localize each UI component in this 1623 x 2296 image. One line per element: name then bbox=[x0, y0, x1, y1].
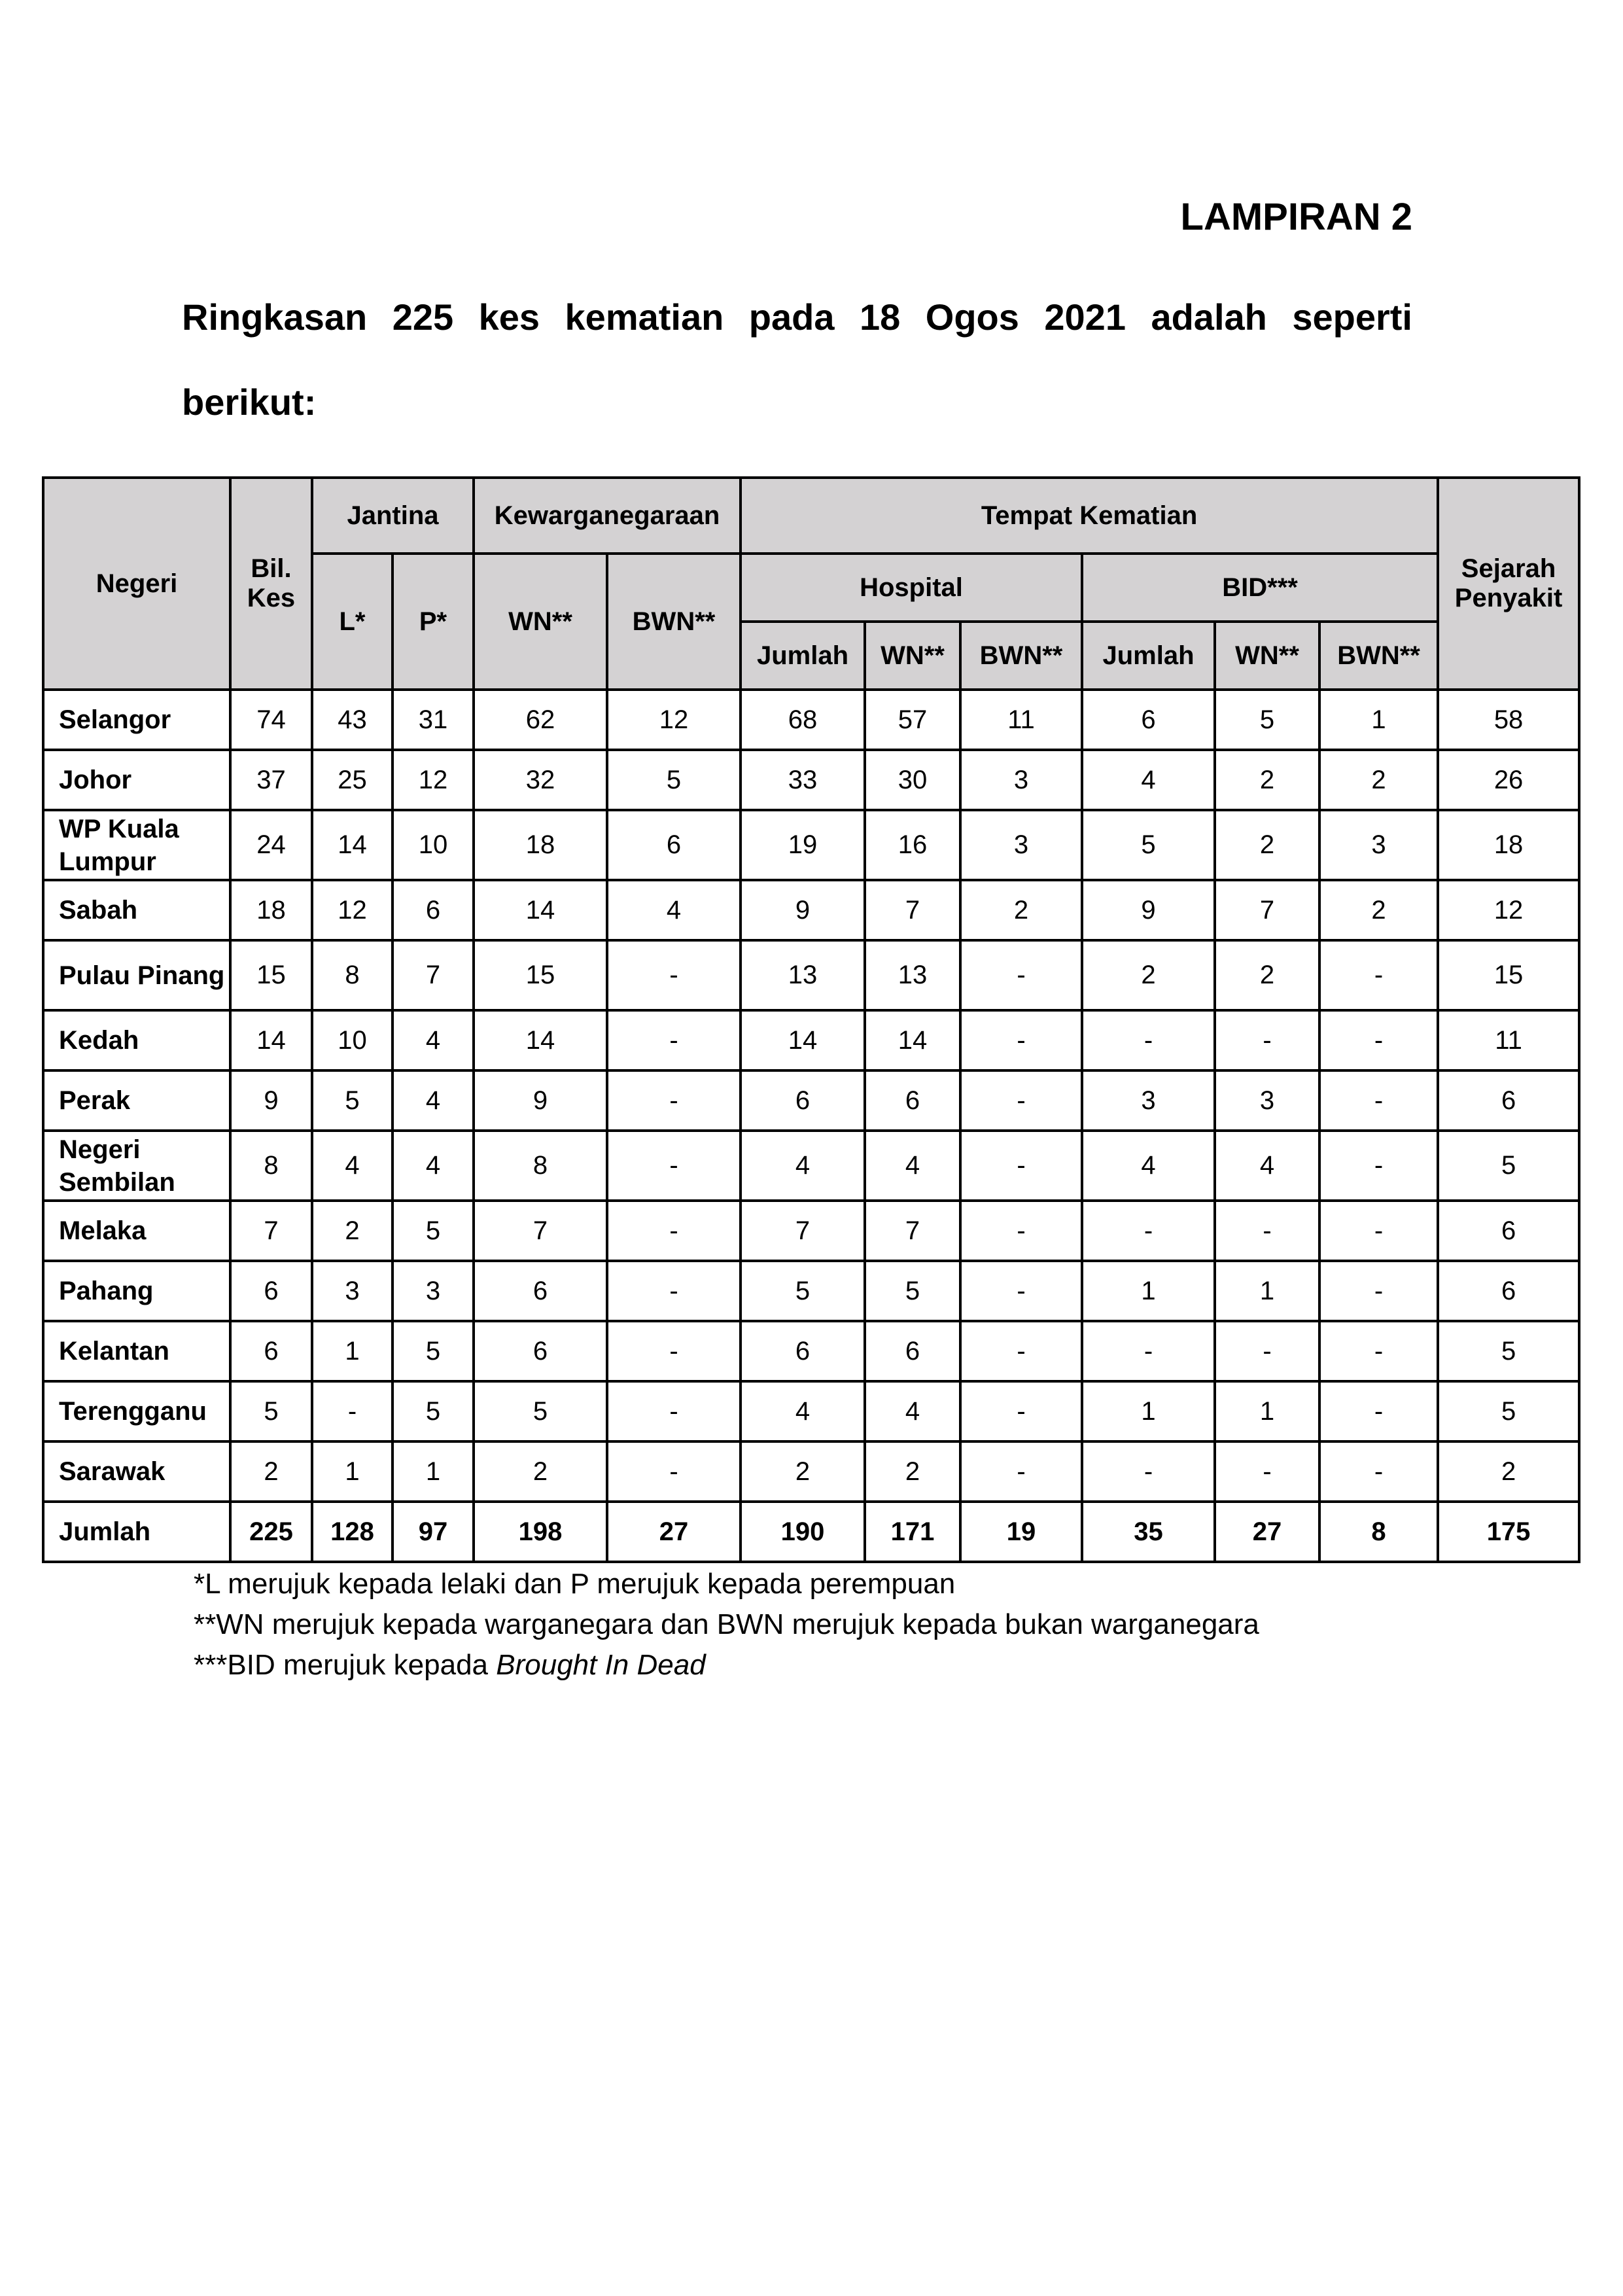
header-sejarah-penyakit: Sejarah Penyakit bbox=[1438, 478, 1579, 690]
value-cell: 5 bbox=[393, 1321, 474, 1381]
value-cell: 97 bbox=[393, 1502, 474, 1562]
value-cell: 37 bbox=[230, 750, 312, 810]
value-cell: 4 bbox=[1082, 750, 1215, 810]
state-cell: Johor bbox=[43, 750, 230, 810]
value-cell: 4 bbox=[393, 1010, 474, 1070]
table-row bbox=[43, 1441, 1579, 1502]
value-cell: - bbox=[1319, 940, 1438, 1010]
value-cell: 27 bbox=[1215, 1502, 1319, 1562]
state-cell: Sabah bbox=[43, 880, 230, 940]
value-cell: - bbox=[607, 1321, 741, 1381]
value-cell: 1 bbox=[312, 1321, 393, 1381]
value-cell: 2 bbox=[1438, 1441, 1579, 1502]
value-cell: 6 bbox=[865, 1321, 960, 1381]
value-cell: 4 bbox=[1082, 1131, 1215, 1201]
value-cell: - bbox=[1319, 1070, 1438, 1131]
state-cell: Terengganu bbox=[43, 1381, 230, 1441]
value-cell: 1 bbox=[1215, 1261, 1319, 1321]
value-cell: 18 bbox=[1438, 810, 1579, 880]
value-cell: 3 bbox=[393, 1261, 474, 1321]
table-row bbox=[43, 690, 1579, 750]
value-cell: 10 bbox=[312, 1010, 393, 1070]
table-row bbox=[43, 940, 1579, 1010]
value-cell: - bbox=[1215, 1201, 1319, 1261]
value-cell: 5 bbox=[1438, 1321, 1579, 1381]
value-cell: 6 bbox=[1438, 1201, 1579, 1261]
state-cell: WP Kuala Lumpur bbox=[43, 810, 230, 880]
value-cell: 74 bbox=[230, 690, 312, 750]
state-cell: Perak bbox=[43, 1070, 230, 1131]
value-cell: 5 bbox=[741, 1261, 865, 1321]
state-cell: Melaka bbox=[43, 1201, 230, 1261]
footnote-bid-italic: Brought In Dead bbox=[496, 1649, 706, 1681]
header-p: P* bbox=[393, 554, 474, 690]
value-cell: 6 bbox=[474, 1321, 607, 1381]
value-cell: 5 bbox=[393, 1381, 474, 1441]
value-cell: 12 bbox=[393, 750, 474, 810]
value-cell: 6 bbox=[607, 810, 741, 880]
footnote-citizenship: **WN merujuk kepada warganegara dan BWN merujuk kepada bukan warganegara bbox=[194, 1608, 1259, 1640]
value-cell: - bbox=[1319, 1441, 1438, 1502]
value-cell: 3 bbox=[1319, 810, 1438, 880]
value-cell: 8 bbox=[474, 1131, 607, 1201]
table-row bbox=[43, 1381, 1579, 1441]
value-cell: 24 bbox=[230, 810, 312, 880]
value-cell: 33 bbox=[741, 750, 865, 810]
value-cell: 5 bbox=[1438, 1381, 1579, 1441]
value-cell: 225 bbox=[230, 1502, 312, 1562]
value-cell: - bbox=[1082, 1321, 1215, 1381]
value-cell: 32 bbox=[474, 750, 607, 810]
value-cell: - bbox=[1082, 1441, 1215, 1502]
value-cell: 12 bbox=[312, 880, 393, 940]
value-cell: 3 bbox=[1215, 1070, 1319, 1131]
value-cell: 27 bbox=[607, 1502, 741, 1562]
value-cell: 5 bbox=[1438, 1131, 1579, 1201]
value-cell: - bbox=[960, 1010, 1082, 1070]
value-cell: 2 bbox=[960, 880, 1082, 940]
value-cell: 4 bbox=[865, 1131, 960, 1201]
value-cell: 1 bbox=[1215, 1381, 1319, 1441]
table-row bbox=[43, 1010, 1579, 1070]
value-cell: 2 bbox=[1082, 940, 1215, 1010]
value-cell: 4 bbox=[312, 1131, 393, 1201]
value-cell: 5 bbox=[312, 1070, 393, 1131]
value-cell: 4 bbox=[393, 1070, 474, 1131]
header-bid-wn: WN** bbox=[1215, 622, 1319, 690]
value-cell: 7 bbox=[230, 1201, 312, 1261]
value-cell: 2 bbox=[312, 1201, 393, 1261]
total-row bbox=[43, 1502, 1579, 1562]
value-cell: 128 bbox=[312, 1502, 393, 1562]
value-cell: 4 bbox=[393, 1131, 474, 1201]
value-cell: - bbox=[1319, 1381, 1438, 1441]
value-cell: - bbox=[607, 1070, 741, 1131]
value-cell: 2 bbox=[474, 1441, 607, 1502]
value-cell: 14 bbox=[741, 1010, 865, 1070]
table-row bbox=[43, 750, 1579, 810]
footnotes bbox=[194, 1564, 1259, 1686]
value-cell: 7 bbox=[865, 1201, 960, 1261]
header-bid-bwn: BWN** bbox=[1319, 622, 1438, 690]
header-hospital-jumlah: Jumlah bbox=[741, 622, 865, 690]
value-cell: 2 bbox=[1215, 750, 1319, 810]
value-cell: 2 bbox=[230, 1441, 312, 1502]
table-row bbox=[43, 1321, 1579, 1381]
value-cell: 62 bbox=[474, 690, 607, 750]
value-cell: 43 bbox=[312, 690, 393, 750]
state-cell: Negeri Sembilan bbox=[43, 1131, 230, 1201]
table-row bbox=[43, 880, 1579, 940]
value-cell: 13 bbox=[741, 940, 865, 1010]
table-row bbox=[43, 1131, 1579, 1201]
state-cell: Sarawak bbox=[43, 1441, 230, 1502]
value-cell: 13 bbox=[865, 940, 960, 1010]
state-cell: Kelantan bbox=[43, 1321, 230, 1381]
value-cell: - bbox=[1082, 1010, 1215, 1070]
value-cell: 15 bbox=[230, 940, 312, 1010]
footnote-gender: *L merujuk kepada lelaki dan P merujuk kepada perempuan bbox=[194, 1568, 956, 1600]
value-cell: 7 bbox=[741, 1201, 865, 1261]
value-cell: - bbox=[1319, 1261, 1438, 1321]
table-body bbox=[43, 690, 1579, 1562]
value-cell: 5 bbox=[393, 1201, 474, 1261]
value-cell: - bbox=[1319, 1010, 1438, 1070]
value-cell: 1 bbox=[393, 1441, 474, 1502]
value-cell: 11 bbox=[1438, 1010, 1579, 1070]
value-cell: 8 bbox=[312, 940, 393, 1010]
value-cell: 6 bbox=[230, 1321, 312, 1381]
value-cell: - bbox=[607, 940, 741, 1010]
value-cell: 15 bbox=[1438, 940, 1579, 1010]
deaths-summary-table bbox=[42, 476, 1580, 1563]
value-cell: - bbox=[960, 1381, 1082, 1441]
table-row bbox=[43, 810, 1579, 880]
value-cell: 9 bbox=[474, 1070, 607, 1131]
state-cell: Pulau Pinang bbox=[43, 940, 230, 1010]
footnote-bid bbox=[194, 1645, 1259, 1686]
value-cell: 18 bbox=[230, 880, 312, 940]
value-cell: 6 bbox=[1438, 1261, 1579, 1321]
value-cell: 16 bbox=[865, 810, 960, 880]
value-cell: 1 bbox=[1082, 1381, 1215, 1441]
value-cell: 2 bbox=[1215, 810, 1319, 880]
value-cell: - bbox=[960, 1441, 1082, 1502]
value-cell: 30 bbox=[865, 750, 960, 810]
value-cell: 14 bbox=[312, 810, 393, 880]
value-cell: - bbox=[607, 1381, 741, 1441]
value-cell: 14 bbox=[230, 1010, 312, 1070]
value-cell: 12 bbox=[607, 690, 741, 750]
value-cell: 6 bbox=[741, 1070, 865, 1131]
value-cell: 4 bbox=[741, 1381, 865, 1441]
value-cell: - bbox=[960, 1261, 1082, 1321]
value-cell: 57 bbox=[865, 690, 960, 750]
footnote-bid-text: ***BID merujuk kepada bbox=[194, 1649, 497, 1681]
value-cell: 58 bbox=[1438, 690, 1579, 750]
value-cell: - bbox=[960, 1131, 1082, 1201]
value-cell: 68 bbox=[741, 690, 865, 750]
value-cell: 5 bbox=[607, 750, 741, 810]
value-cell: - bbox=[1319, 1131, 1438, 1201]
header-jantina: Jantina bbox=[312, 478, 474, 554]
header-kewarganegaraan: Kewarganegaraan bbox=[474, 478, 741, 554]
value-cell: 2 bbox=[865, 1441, 960, 1502]
value-cell: 12 bbox=[1438, 880, 1579, 940]
value-cell: 1 bbox=[1082, 1261, 1215, 1321]
header-wn: WN** bbox=[474, 554, 607, 690]
value-cell: 3 bbox=[960, 750, 1082, 810]
value-cell: 26 bbox=[1438, 750, 1579, 810]
value-cell: 14 bbox=[865, 1010, 960, 1070]
intro-text: Ringkasan 225 kes kematian pada 18 Ogos 2021 adalah seperti berikut: bbox=[182, 296, 1412, 423]
value-cell: 8 bbox=[230, 1131, 312, 1201]
value-cell: 8 bbox=[1319, 1502, 1438, 1562]
value-cell: 5 bbox=[474, 1381, 607, 1441]
value-cell: 3 bbox=[960, 810, 1082, 880]
value-cell: 2 bbox=[1319, 750, 1438, 810]
header-hospital-bwn: BWN** bbox=[960, 622, 1082, 690]
value-cell: - bbox=[607, 1010, 741, 1070]
value-cell: 1 bbox=[1319, 690, 1438, 750]
value-cell: 25 bbox=[312, 750, 393, 810]
value-cell: 18 bbox=[474, 810, 607, 880]
value-cell: - bbox=[607, 1201, 741, 1261]
value-cell: 6 bbox=[1082, 690, 1215, 750]
value-cell: 9 bbox=[230, 1070, 312, 1131]
header-bid-jumlah: Jumlah bbox=[1082, 622, 1215, 690]
value-cell: 175 bbox=[1438, 1502, 1579, 1562]
value-cell: 5 bbox=[865, 1261, 960, 1321]
value-cell: 171 bbox=[865, 1502, 960, 1562]
annex-label: LAMPIRAN 2 bbox=[1180, 196, 1412, 238]
value-cell: 6 bbox=[230, 1261, 312, 1321]
value-cell: 9 bbox=[1082, 880, 1215, 940]
value-cell: - bbox=[1215, 1010, 1319, 1070]
value-cell: 6 bbox=[474, 1261, 607, 1321]
value-cell: - bbox=[960, 1201, 1082, 1261]
value-cell: 5 bbox=[1215, 690, 1319, 750]
header-bil-kes: Bil. Kes bbox=[230, 478, 312, 690]
state-cell: Kedah bbox=[43, 1010, 230, 1070]
value-cell: 14 bbox=[474, 880, 607, 940]
value-cell: 9 bbox=[741, 880, 865, 940]
value-cell: 4 bbox=[741, 1131, 865, 1201]
value-cell: - bbox=[312, 1381, 393, 1441]
value-cell: - bbox=[1319, 1321, 1438, 1381]
value-cell: - bbox=[607, 1441, 741, 1502]
value-cell: 2 bbox=[1215, 940, 1319, 1010]
value-cell: 6 bbox=[1438, 1070, 1579, 1131]
header-l: L* bbox=[312, 554, 393, 690]
value-cell: 3 bbox=[1082, 1070, 1215, 1131]
value-cell: - bbox=[960, 940, 1082, 1010]
table-row bbox=[43, 1201, 1579, 1261]
value-cell: 5 bbox=[230, 1381, 312, 1441]
value-cell: 2 bbox=[1319, 880, 1438, 940]
value-cell: - bbox=[1082, 1201, 1215, 1261]
value-cell: 7 bbox=[474, 1201, 607, 1261]
value-cell: 6 bbox=[865, 1070, 960, 1131]
value-cell: - bbox=[607, 1261, 741, 1321]
value-cell: 7 bbox=[1215, 880, 1319, 940]
header-hospital: Hospital bbox=[741, 554, 1082, 622]
value-cell: - bbox=[1215, 1321, 1319, 1381]
value-cell: - bbox=[607, 1131, 741, 1201]
value-cell: 19 bbox=[960, 1502, 1082, 1562]
value-cell: 4 bbox=[865, 1381, 960, 1441]
header-negeri: Negeri bbox=[43, 478, 230, 690]
value-cell: - bbox=[960, 1321, 1082, 1381]
value-cell: 7 bbox=[865, 880, 960, 940]
header-bid: BID*** bbox=[1082, 554, 1438, 622]
table-row bbox=[43, 1261, 1579, 1321]
value-cell: 15 bbox=[474, 940, 607, 1010]
value-cell: 10 bbox=[393, 810, 474, 880]
value-cell: 19 bbox=[741, 810, 865, 880]
state-cell: Pahang bbox=[43, 1261, 230, 1321]
value-cell: 6 bbox=[393, 880, 474, 940]
value-cell: 6 bbox=[741, 1321, 865, 1381]
state-cell: Jumlah bbox=[43, 1502, 230, 1562]
table-row bbox=[43, 1070, 1579, 1131]
value-cell: 31 bbox=[393, 690, 474, 750]
state-cell: Selangor bbox=[43, 690, 230, 750]
value-cell: 5 bbox=[1082, 810, 1215, 880]
value-cell: 3 bbox=[312, 1261, 393, 1321]
value-cell: 11 bbox=[960, 690, 1082, 750]
header-tempat-kematian: Tempat Kematian bbox=[741, 478, 1438, 554]
header-bwn: BWN** bbox=[607, 554, 741, 690]
value-cell: 4 bbox=[1215, 1131, 1319, 1201]
value-cell: - bbox=[1319, 1201, 1438, 1261]
value-cell: 35 bbox=[1082, 1502, 1215, 1562]
value-cell: 14 bbox=[474, 1010, 607, 1070]
value-cell: 7 bbox=[393, 940, 474, 1010]
value-cell: 1 bbox=[312, 1441, 393, 1502]
value-cell: 190 bbox=[741, 1502, 865, 1562]
value-cell: 2 bbox=[741, 1441, 865, 1502]
value-cell: - bbox=[960, 1070, 1082, 1131]
value-cell: - bbox=[1215, 1441, 1319, 1502]
header-hospital-wn: WN** bbox=[865, 622, 960, 690]
value-cell: 4 bbox=[607, 880, 741, 940]
value-cell: 198 bbox=[474, 1502, 607, 1562]
